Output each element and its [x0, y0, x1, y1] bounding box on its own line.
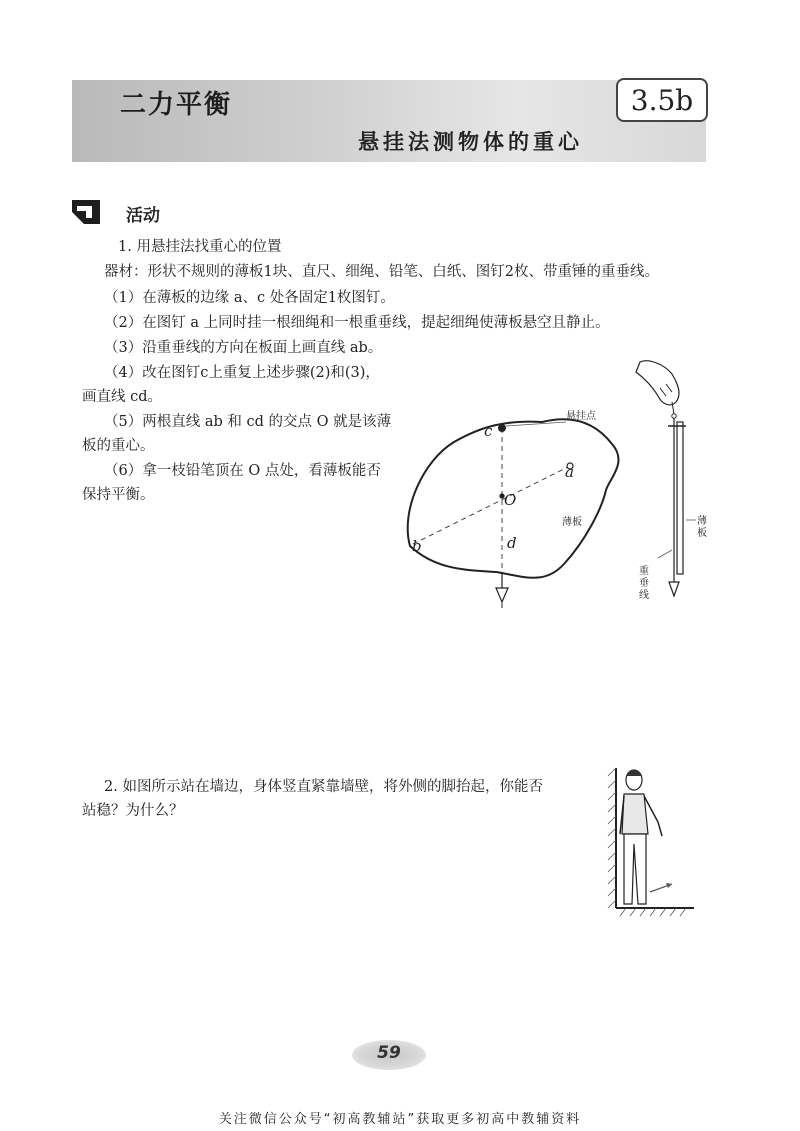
question-2-text-cont: 站稳？为什么？ — [82, 803, 184, 819]
label-o: O — [504, 491, 517, 509]
step-5-text: （5）两根直线 ab 和 cd 的交点 O 就是该薄 — [104, 414, 392, 430]
step-4-text: （4）改在图钉c上重复上述步骤(2)和(3)， — [104, 365, 380, 381]
activity-label: 活动 — [126, 206, 160, 226]
person-against-wall — [604, 764, 696, 918]
label-d: d — [507, 534, 517, 552]
plumb-bob — [496, 588, 508, 602]
chapter-title: 二力平衡 — [120, 90, 233, 120]
step-2-text: （2）在图钉 a 上同时挂一根细绳和一根重垂线，提起细绳使薄板悬空且静止。 — [104, 315, 610, 331]
activity-icon — [70, 198, 102, 226]
label-board-side: 薄板 — [697, 516, 707, 539]
question-2-text: 2. 如图所示站在墙边，身体竖直紧靠墙壁，将外侧的脚抬起，你能否 — [104, 779, 543, 795]
step-6-text: （6）拿一枝铅笔顶在 O 点处，看薄板能否 — [104, 463, 381, 479]
pin-c — [498, 424, 506, 432]
label-a: a — [565, 463, 574, 481]
hand-icon — [636, 361, 679, 405]
footer-note: 关注微信公众号“初高教辅站”获取更多初高中教辅资料 — [218, 1112, 582, 1127]
item1-title: 1. 用悬挂法找重心的位置 — [118, 239, 282, 255]
label-c: c — [484, 422, 493, 440]
plate-side-view — [677, 422, 683, 574]
step-3-text: （3）沿重垂线的方向在板面上画直线 ab。 — [104, 340, 383, 356]
label-plumb-line: 重垂线 — [639, 566, 649, 601]
materials-text: 器材：形状不规则的薄板1块、直尺、细绳、铅笔、白纸、图钉2枚、带重锤的重垂线。 — [104, 264, 659, 280]
step-4-text-cont: 画直线 cd。 — [82, 389, 163, 405]
step-5-text-cont: 板的重心。 — [82, 438, 155, 454]
center-of-gravity-diagram — [396, 350, 716, 620]
step-1-text: （1）在薄板的边缘 a、c 处各固定1枚图钉。 — [104, 290, 395, 306]
label-hang-point: 悬挂点 — [566, 411, 596, 422]
section-number: 3.5b — [616, 78, 708, 122]
label-board: 薄板 — [562, 517, 582, 528]
step-6-text-cont: 保持平衡。 — [82, 487, 155, 503]
label-b: b — [412, 537, 422, 555]
page-number: 59 — [377, 1043, 401, 1063]
section-subtitle: 悬挂法测物体的重心 — [358, 130, 583, 154]
